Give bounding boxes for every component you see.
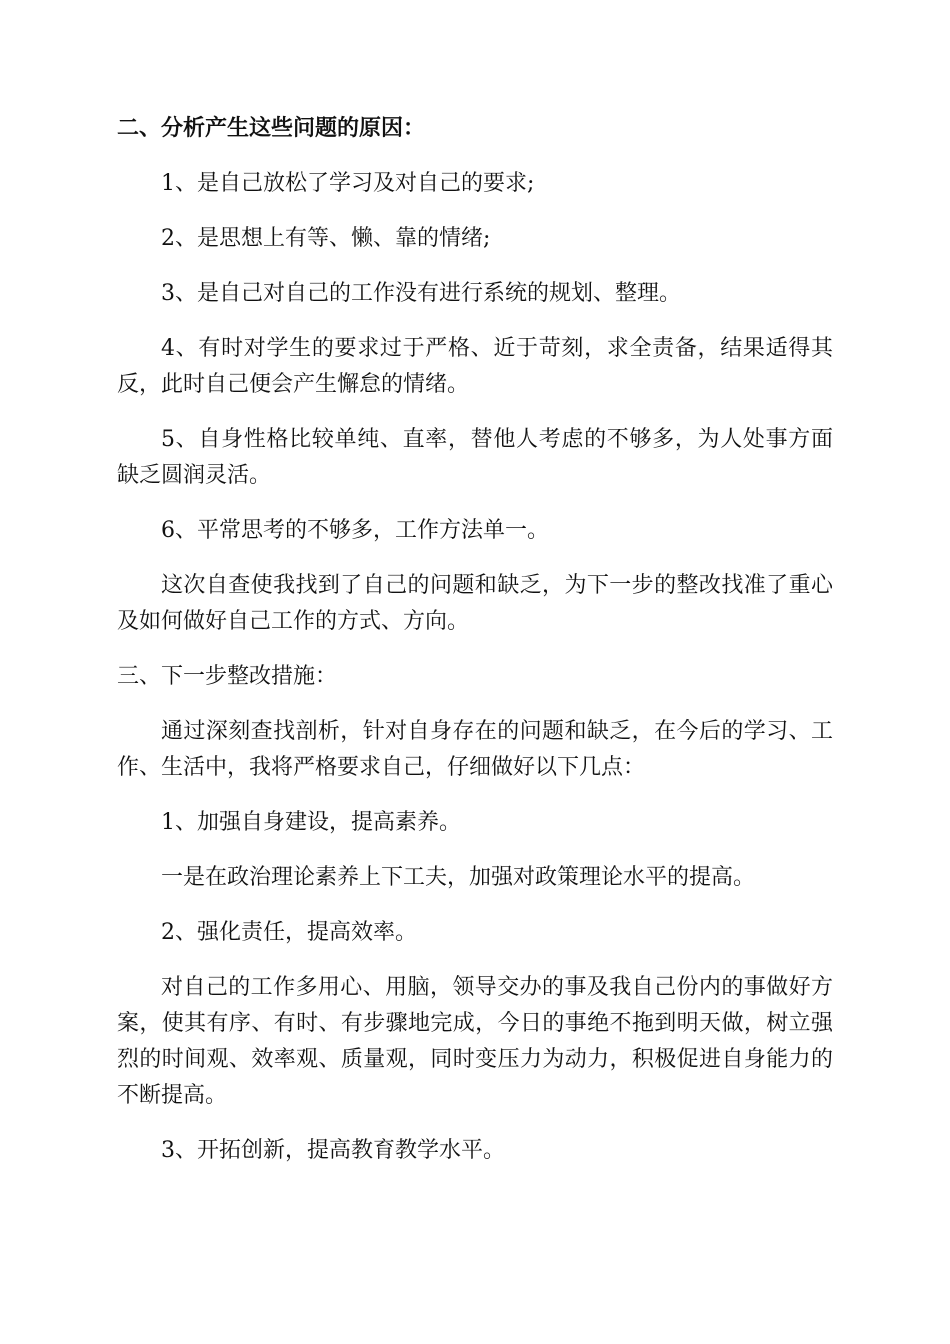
- paragraph: 这次自查使我找到了自己的问题和缺乏，为下一步的整改找准了重心及如何做好自己工作的方式、方向。: [117, 573, 833, 634]
- document-body: [117, 111, 833, 1188]
- paragraph: 2、强化责任，提高效率。: [161, 920, 417, 945]
- paragraph: 1、加强自身建设，提高素养。: [161, 810, 461, 835]
- paragraph: 4、有时对学生的要求过于严格、近于苛刻，求全责备，结果适得其反，此时自己便会产生懈怠的情绪。: [117, 336, 833, 397]
- section-heading-measures: 三、下一步整改措施：: [117, 664, 338, 689]
- paragraph: 6、平常思考的不够多，工作方法单一。: [161, 518, 549, 543]
- paragraph: 1、是自己放松了学习及对自己的要求;: [161, 171, 535, 196]
- paragraph: 3、是自己对自己的工作没有进行系统的规划、整理。: [161, 281, 681, 306]
- paragraph: 通过深刻查找剖析，针对自身存在的问题和缺乏，在今后的学习、工作、生活中，我将严格要求自己，仔细做好以下几点：: [117, 719, 833, 780]
- paragraph: 一是在政治理论素养上下工夫，加强对政策理论水平的提高。: [161, 865, 756, 890]
- paragraph: 5、自身性格比较单纯、直率，替他人考虑的不够多，为人处事方面缺乏圆润灵活。: [117, 427, 833, 488]
- section-heading-causes: 二、分析产生这些问题的原因：: [117, 116, 426, 141]
- paragraph: 对自己的工作多用心、用脑，领导交办的事及我自己份内的事做好方案，使其有序、有时、有步骤地完成，今日的事绝不拖到明天做，树立强烈的时间观、效率观、质量观，同时变压力为动力，积极促进自身能力的不断提高。: [117, 975, 833, 1108]
- paragraph: 2、是思想上有等、懒、靠的情绪;: [161, 226, 491, 251]
- paragraph: 3、开拓创新，提高教育教学水平。: [161, 1138, 505, 1163]
